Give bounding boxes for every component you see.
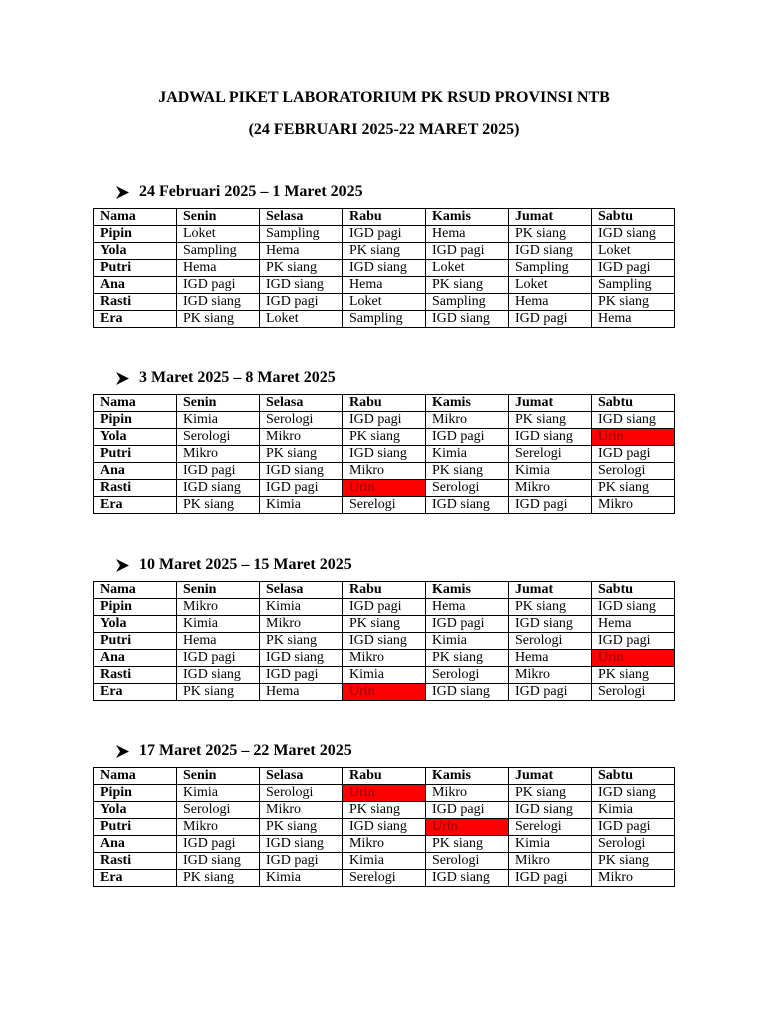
duty-cell: Loket <box>260 311 343 328</box>
table-header-row <box>94 395 675 412</box>
duty-cell: IGD siang <box>177 853 260 870</box>
table-header-row <box>94 209 675 226</box>
duty-cell: PK siang <box>426 650 509 667</box>
duty-cell: IGD pagi <box>177 277 260 294</box>
table-row <box>94 277 675 294</box>
table-row <box>94 243 675 260</box>
duty-cell: IGD siang <box>260 650 343 667</box>
duty-cell: IGD pagi <box>426 802 509 819</box>
duty-cell: Mikro <box>592 870 675 887</box>
duty-cell: Hema <box>343 277 426 294</box>
duty-cell: Mikro <box>343 463 426 480</box>
duty-cell: Kimia <box>260 870 343 887</box>
duty-cell: Loket <box>426 260 509 277</box>
duty-cell: IGD siang <box>592 412 675 429</box>
column-header: Nama <box>94 395 177 412</box>
duty-cell: Serologi <box>509 633 592 650</box>
duty-cell: Hema <box>509 294 592 311</box>
duty-cell: Hema <box>177 633 260 650</box>
duty-cell: IGD pagi <box>592 819 675 836</box>
table-row <box>94 294 675 311</box>
duty-cell: Sampling <box>260 226 343 243</box>
highlighted-duty-cell: Urin <box>343 785 426 802</box>
column-header: Rabu <box>343 768 426 785</box>
week-heading <box>93 180 675 204</box>
week-title: 17 Maret 2025 – 22 Maret 2025 <box>139 742 352 759</box>
duty-cell: Hema <box>592 311 675 328</box>
column-header: Kamis <box>426 209 509 226</box>
duty-cell: Mikro <box>343 650 426 667</box>
duty-cell: IGD siang <box>177 667 260 684</box>
week-section <box>93 739 675 885</box>
duty-cell: IGD siang <box>592 226 675 243</box>
duty-cell: IGD pagi <box>592 633 675 650</box>
staff-name-cell: Putri <box>94 446 177 463</box>
duty-cell: Mikro <box>592 497 675 514</box>
column-header: Selasa <box>260 582 343 599</box>
duty-cell: PK siang <box>509 785 592 802</box>
duty-cell: Mikro <box>260 802 343 819</box>
duty-cell: IGD pagi <box>260 667 343 684</box>
staff-name-cell: Yola <box>94 616 177 633</box>
staff-name-cell: Yola <box>94 243 177 260</box>
duty-cell: Mikro <box>426 785 509 802</box>
document-date-range: (24 FEBRUARI 2025-22 MARET 2025) <box>248 121 520 138</box>
staff-name-cell: Yola <box>94 429 177 446</box>
column-header: Senin <box>177 209 260 226</box>
table-row <box>94 311 675 328</box>
duty-cell: Serelogi <box>343 497 426 514</box>
duty-cell: IGD pagi <box>509 684 592 701</box>
schedule-table <box>93 208 675 328</box>
duty-cell: Hema <box>260 243 343 260</box>
duty-cell: IGD siang <box>260 836 343 853</box>
duty-cell: Kimia <box>509 463 592 480</box>
column-header: Senin <box>177 768 260 785</box>
duty-cell: Serelogi <box>509 446 592 463</box>
table-header-row <box>94 768 675 785</box>
table-header-row <box>94 582 675 599</box>
duty-cell: PK siang <box>260 819 343 836</box>
duty-cell: IGD siang <box>592 599 675 616</box>
duty-cell: Kimia <box>177 785 260 802</box>
duty-cell: IGD siang <box>509 429 592 446</box>
week-section <box>93 366 675 512</box>
column-header: Sabtu <box>592 582 675 599</box>
duty-cell: IGD pagi <box>592 260 675 277</box>
duty-cell: Kimia <box>260 599 343 616</box>
duty-cell: IGD pagi <box>177 650 260 667</box>
staff-name-cell: Era <box>94 311 177 328</box>
duty-cell: Serelogi <box>343 870 426 887</box>
duty-cell: IGD siang <box>177 294 260 311</box>
duty-cell: Serologi <box>426 853 509 870</box>
duty-cell: PK siang <box>509 226 592 243</box>
duty-cell: Mikro <box>260 616 343 633</box>
duty-cell: Kimia <box>426 446 509 463</box>
duty-cell: IGD siang <box>426 497 509 514</box>
duty-cell: PK siang <box>509 599 592 616</box>
duty-cell: Sampling <box>592 277 675 294</box>
duty-cell: Serologi <box>260 785 343 802</box>
staff-name-cell: Yola <box>94 802 177 819</box>
duty-cell: IGD pagi <box>592 446 675 463</box>
staff-name-cell: Ana <box>94 836 177 853</box>
duty-cell: PK siang <box>592 294 675 311</box>
duty-cell: IGD siang <box>592 785 675 802</box>
duty-cell: Mikro <box>426 412 509 429</box>
duty-cell: IGD pagi <box>426 243 509 260</box>
duty-cell: Serologi <box>592 463 675 480</box>
staff-name-cell: Pipin <box>94 785 177 802</box>
column-header: Selasa <box>260 395 343 412</box>
duty-cell: Hema <box>260 684 343 701</box>
table-row <box>94 633 675 650</box>
staff-name-cell: Pipin <box>94 599 177 616</box>
duty-cell: IGD siang <box>426 684 509 701</box>
duty-cell: IGD siang <box>509 802 592 819</box>
duty-cell: PK siang <box>177 870 260 887</box>
table-row <box>94 429 675 446</box>
duty-cell: Sampling <box>426 294 509 311</box>
staff-name-cell: Putri <box>94 819 177 836</box>
duty-cell: Serologi <box>177 802 260 819</box>
duty-cell: Mikro <box>177 599 260 616</box>
duty-cell: Serologi <box>177 429 260 446</box>
column-header: Kamis <box>426 768 509 785</box>
column-header: Sabtu <box>592 209 675 226</box>
column-header: Senin <box>177 582 260 599</box>
duty-cell: Mikro <box>509 480 592 497</box>
week-title: 24 Februari 2025 – 1 Maret 2025 <box>139 183 363 200</box>
column-header: Jumat <box>509 582 592 599</box>
staff-name-cell: Rasti <box>94 294 177 311</box>
schedule-table <box>93 394 675 514</box>
table-row <box>94 785 675 802</box>
duty-cell: Mikro <box>343 836 426 853</box>
duty-cell: PK siang <box>343 616 426 633</box>
table-row <box>94 836 675 853</box>
duty-cell: IGD siang <box>509 616 592 633</box>
duty-cell: Serelogi <box>509 819 592 836</box>
column-header: Senin <box>177 395 260 412</box>
staff-name-cell: Ana <box>94 463 177 480</box>
week-heading <box>93 739 675 763</box>
duty-cell: Mikro <box>177 819 260 836</box>
duty-cell: IGD siang <box>343 446 426 463</box>
duty-cell: Hema <box>592 616 675 633</box>
duty-cell: IGD pagi <box>177 836 260 853</box>
duty-cell: Loket <box>177 226 260 243</box>
column-header: Sabtu <box>592 768 675 785</box>
highlighted-duty-cell: Urin <box>592 429 675 446</box>
duty-cell: PK siang <box>177 684 260 701</box>
duty-cell: PK siang <box>509 412 592 429</box>
column-header: Selasa <box>260 209 343 226</box>
arrowhead-bullet-icon <box>115 745 129 758</box>
duty-cell: IGD pagi <box>260 853 343 870</box>
duty-cell: PK siang <box>260 260 343 277</box>
duty-cell: IGD pagi <box>343 226 426 243</box>
week-section <box>93 180 675 326</box>
duty-cell: PK siang <box>592 853 675 870</box>
staff-name-cell: Ana <box>94 650 177 667</box>
duty-cell: IGD pagi <box>343 599 426 616</box>
duty-cell: IGD siang <box>343 819 426 836</box>
staff-name-cell: Pipin <box>94 226 177 243</box>
staff-name-cell: Putri <box>94 633 177 650</box>
duty-cell: Loket <box>592 243 675 260</box>
highlighted-duty-cell: Urin <box>343 480 426 497</box>
duty-cell: Kimia <box>177 616 260 633</box>
column-header: Nama <box>94 209 177 226</box>
arrowhead-bullet-icon <box>115 186 129 199</box>
table-row <box>94 446 675 463</box>
duty-cell: IGD siang <box>260 463 343 480</box>
arrowhead-bullet-icon <box>115 559 129 572</box>
duty-cell: Serologi <box>426 667 509 684</box>
arrowhead-bullet-icon <box>115 372 129 385</box>
table-row <box>94 650 675 667</box>
column-header: Rabu <box>343 395 426 412</box>
duty-cell: Hema <box>509 650 592 667</box>
table-row <box>94 480 675 497</box>
duty-cell: IGD pagi <box>509 311 592 328</box>
duty-cell: Sampling <box>509 260 592 277</box>
duty-cell: IGD siang <box>426 870 509 887</box>
duty-cell: Sampling <box>343 311 426 328</box>
column-header: Jumat <box>509 395 592 412</box>
duty-cell: PK siang <box>177 311 260 328</box>
staff-name-cell: Pipin <box>94 412 177 429</box>
duty-cell: PK siang <box>426 836 509 853</box>
duty-cell: Kimia <box>260 497 343 514</box>
duty-cell: IGD pagi <box>260 294 343 311</box>
duty-cell: Kimia <box>426 633 509 650</box>
duty-cell: Serologi <box>426 480 509 497</box>
table-row <box>94 226 675 243</box>
duty-cell: PK siang <box>343 243 426 260</box>
column-header: Nama <box>94 582 177 599</box>
duty-cell: PK siang <box>343 802 426 819</box>
duty-cell: Serologi <box>260 412 343 429</box>
duty-cell: Mikro <box>177 446 260 463</box>
duty-cell: IGD pagi <box>177 463 260 480</box>
duty-cell: PK siang <box>592 667 675 684</box>
table-row <box>94 819 675 836</box>
duty-cell: PK siang <box>592 480 675 497</box>
table-row <box>94 497 675 514</box>
duty-cell: Mikro <box>260 429 343 446</box>
week-title: 10 Maret 2025 – 15 Maret 2025 <box>139 556 352 573</box>
duty-cell: PK siang <box>177 497 260 514</box>
table-row <box>94 260 675 277</box>
column-header: Rabu <box>343 582 426 599</box>
staff-name-cell: Era <box>94 497 177 514</box>
staff-name-cell: Rasti <box>94 667 177 684</box>
table-row <box>94 870 675 887</box>
duty-cell: IGD siang <box>177 480 260 497</box>
duty-cell: PK siang <box>426 463 509 480</box>
table-row <box>94 616 675 633</box>
duty-cell: IGD siang <box>426 311 509 328</box>
schedule-table <box>93 581 675 701</box>
duty-cell: Hema <box>426 226 509 243</box>
duty-cell: Serologi <box>592 684 675 701</box>
table-row <box>94 667 675 684</box>
duty-cell: IGD pagi <box>260 480 343 497</box>
column-header: Kamis <box>426 582 509 599</box>
column-header: Jumat <box>509 209 592 226</box>
staff-name-cell: Putri <box>94 260 177 277</box>
duty-cell: IGD siang <box>343 633 426 650</box>
highlighted-duty-cell: Urin <box>426 819 509 836</box>
staff-name-cell: Era <box>94 684 177 701</box>
duty-cell: Kimia <box>509 836 592 853</box>
week-section <box>93 553 675 699</box>
column-header: Selasa <box>260 768 343 785</box>
duty-cell: IGD pagi <box>509 497 592 514</box>
column-header: Sabtu <box>592 395 675 412</box>
staff-name-cell: Era <box>94 870 177 887</box>
duty-cell: IGD pagi <box>426 616 509 633</box>
column-header: Nama <box>94 768 177 785</box>
duty-cell: PK siang <box>426 277 509 294</box>
staff-name-cell: Ana <box>94 277 177 294</box>
duty-cell: Serologi <box>592 836 675 853</box>
duty-cell: Hema <box>426 599 509 616</box>
week-heading <box>93 553 675 577</box>
duty-cell: Mikro <box>509 667 592 684</box>
week-heading <box>93 366 675 390</box>
duty-cell: IGD pagi <box>343 412 426 429</box>
table-row <box>94 802 675 819</box>
staff-name-cell: Rasti <box>94 853 177 870</box>
duty-cell: Loket <box>509 277 592 294</box>
duty-cell: IGD siang <box>509 243 592 260</box>
duty-cell: PK siang <box>260 633 343 650</box>
table-row <box>94 463 675 480</box>
column-header: Jumat <box>509 768 592 785</box>
duty-cell: PK siang <box>343 429 426 446</box>
week-title: 3 Maret 2025 – 8 Maret 2025 <box>139 369 336 386</box>
duty-cell: Kimia <box>177 412 260 429</box>
duty-cell: Loket <box>343 294 426 311</box>
duty-cell: IGD pagi <box>509 870 592 887</box>
table-row <box>94 412 675 429</box>
table-row <box>94 853 675 870</box>
duty-cell: Sampling <box>177 243 260 260</box>
highlighted-duty-cell: Urin <box>592 650 675 667</box>
schedule-table <box>93 767 675 887</box>
highlighted-duty-cell: Urin <box>343 684 426 701</box>
staff-name-cell: Rasti <box>94 480 177 497</box>
document-title: JADWAL PIKET LABORATORIUM PK RSUD PROVINSI NTB <box>158 89 610 106</box>
duty-cell: Mikro <box>509 853 592 870</box>
column-header: Kamis <box>426 395 509 412</box>
column-header: Rabu <box>343 209 426 226</box>
table-row <box>94 599 675 616</box>
duty-cell: Hema <box>177 260 260 277</box>
duty-cell: PK siang <box>260 446 343 463</box>
table-row <box>94 684 675 701</box>
duty-cell: IGD siang <box>343 260 426 277</box>
duty-cell: IGD pagi <box>426 429 509 446</box>
duty-cell: Kimia <box>343 853 426 870</box>
duty-cell: Kimia <box>343 667 426 684</box>
duty-cell: Kimia <box>592 802 675 819</box>
duty-cell: IGD siang <box>260 277 343 294</box>
